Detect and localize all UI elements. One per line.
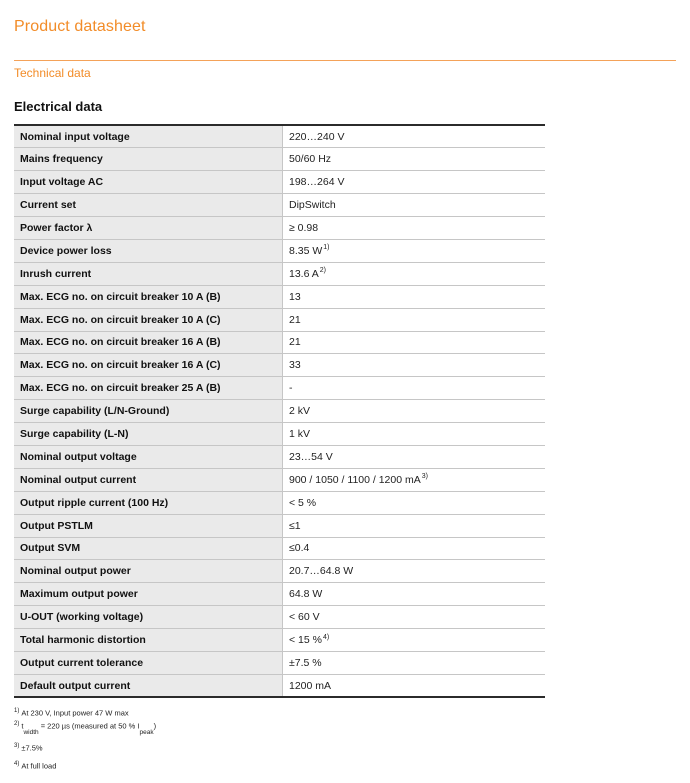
table-row (14, 468, 545, 491)
parameter-value: 50/60 Hz (289, 153, 332, 166)
parameter-label: Output ripple current (100 Hz) (14, 491, 283, 514)
table-row (14, 651, 545, 674)
parameter-value: 8.35 W (289, 244, 323, 257)
parameter-label: Input voltage AC (14, 171, 283, 194)
parameter-label: Inrush current (14, 262, 283, 285)
parameter-value-cell (283, 331, 546, 354)
parameter-label: Max. ECG no. on circuit breaker 16 A (C) (14, 354, 283, 377)
parameter-label: Max. ECG no. on circuit breaker 10 A (C) (14, 308, 283, 331)
parameter-value-cell (283, 514, 546, 537)
footnote-reference: 3) (421, 473, 428, 481)
table-row (14, 560, 545, 583)
parameter-value: 33 (289, 359, 301, 372)
parameter-value: ≥ 0.98 (289, 222, 319, 234)
parameter-value: 23…54 V (289, 450, 333, 463)
parameter-value-cell (283, 262, 546, 285)
table-row (14, 354, 545, 377)
footnote-reference: 2) (319, 267, 327, 275)
parameter-value: ≤0.4 (289, 542, 310, 555)
parameter-value: < 60 V (289, 611, 320, 624)
parameter-value: ±7.5 % (289, 656, 322, 669)
footnote-2-close: ) (153, 721, 157, 730)
parameter-value-cell (283, 468, 546, 491)
parameter-label: Device power loss (14, 239, 283, 262)
subsection-title: Electrical data (14, 99, 103, 114)
section-title: Technical data (14, 66, 91, 80)
parameter-value-cell (283, 125, 546, 148)
footnote-2 (14, 719, 414, 741)
parameter-label: Max. ECG no. on circuit breaker 25 A (B) (14, 377, 283, 400)
parameter-value: 198…264 V (289, 176, 345, 189)
parameter-value: 1 kV (289, 428, 311, 441)
parameter-value: 2 kV (289, 405, 311, 418)
parameter-value-cell (283, 354, 546, 377)
parameter-value-cell (283, 148, 546, 171)
table-row (14, 537, 545, 560)
parameter-value: 21 (289, 313, 301, 326)
parameter-value-cell (283, 674, 546, 697)
parameter-label: Nominal input voltage (14, 125, 283, 148)
parameter-value: 1200 mA (289, 679, 332, 692)
parameter-value-cell (283, 400, 546, 423)
table-row (14, 194, 545, 217)
parameter-label: Max. ECG no. on circuit breaker 16 A (B) (14, 331, 283, 354)
parameter-value-cell (283, 171, 546, 194)
footnote-2-number: 2) (14, 720, 20, 727)
footnote-2-peak-subscript: peak (139, 729, 154, 736)
footnote-4-number: 4) (14, 761, 20, 767)
table-row (14, 148, 545, 171)
parameter-label: Mains frequency (14, 148, 283, 171)
table-row (14, 606, 545, 629)
footnotes (14, 706, 414, 772)
parameter-value-cell (283, 651, 546, 674)
parameter-value: 220…240 V (289, 130, 345, 143)
document-title: Product datasheet (14, 18, 146, 35)
parameter-label: Power factor λ (14, 217, 283, 240)
footnote-4 (14, 759, 414, 772)
parameter-label: Max. ECG no. on circuit breaker 10 A (B) (14, 285, 283, 308)
parameter-value-cell (283, 445, 546, 468)
footnote-3-text: ±7.5% (21, 743, 43, 752)
parameter-value: ≤1 (289, 519, 301, 532)
footnote-1-text: At 230 V, Input power 47 W max (21, 708, 129, 718)
parameter-value-cell (283, 560, 546, 583)
footnote-2-width-subscript: width (23, 729, 39, 736)
parameter-value-cell (283, 239, 546, 262)
table-row (14, 423, 545, 446)
parameter-value: < 5 % (289, 496, 317, 509)
footnote-2-t: t (21, 721, 24, 730)
parameter-value: 13 (289, 290, 301, 303)
parameter-value-cell (283, 377, 546, 400)
parameter-value-cell (283, 217, 546, 240)
table-row (14, 629, 545, 652)
parameter-label: Surge capability (L/N-Ground) (14, 400, 283, 423)
footnote-3-number: 3) (14, 742, 20, 749)
footnote-1-number: 1) (14, 708, 20, 714)
table-row (14, 239, 545, 262)
footnote-2-text: = 220 µs (measured at 50 % I (40, 721, 140, 730)
table-row (14, 171, 545, 194)
table-row (14, 400, 545, 423)
footnote-reference: 1) (323, 244, 330, 252)
parameter-value-cell (283, 629, 546, 652)
parameter-value-cell (283, 583, 546, 606)
parameter-label: Output SVM (14, 537, 283, 560)
parameter-value-cell (283, 537, 546, 560)
parameter-value-cell (283, 194, 546, 217)
parameter-label: Output PSTLM (14, 514, 283, 537)
parameter-value-cell (283, 606, 546, 629)
parameter-value: < 15 % (289, 634, 322, 647)
parameter-label: Current set (14, 194, 283, 217)
table-row (14, 674, 545, 697)
parameter-value: 13.6 A (289, 267, 319, 280)
table-row (14, 217, 545, 240)
table-row (14, 331, 545, 354)
electrical-data-table (14, 124, 545, 698)
parameter-value: 900 / 1050 / 1100 / 1200 mA (289, 473, 421, 486)
parameter-label: Output current tolerance (14, 651, 283, 674)
parameter-value: DipSwitch (289, 199, 336, 212)
title-divider (14, 60, 676, 61)
parameter-label: Maximum output power (14, 583, 283, 606)
footnote-reference: 4) (322, 633, 330, 641)
parameter-value-cell (283, 491, 546, 514)
footnote-3 (14, 741, 414, 754)
parameter-value: 20.7…64.8 W (289, 565, 354, 578)
table-row (14, 285, 545, 308)
footnote-1 (14, 706, 414, 719)
parameter-value-cell (283, 423, 546, 446)
table-row (14, 377, 545, 400)
footnote-4-text: At full load (21, 761, 57, 771)
parameter-label: Nominal output voltage (14, 445, 283, 468)
parameter-value: 21 (289, 336, 301, 349)
table-row (14, 514, 545, 537)
parameter-value-cell (283, 308, 546, 331)
table-row (14, 491, 545, 514)
parameter-label: U-OUT (working voltage) (14, 606, 283, 629)
parameter-label: Nominal output current (14, 468, 283, 491)
parameter-value: 64.8 W (289, 588, 323, 601)
parameter-label: Total harmonic distortion (14, 629, 283, 652)
table-row (14, 308, 545, 331)
table-row (14, 262, 545, 285)
parameter-value-cell (283, 285, 546, 308)
table-row (14, 583, 545, 606)
parameter-label: Default output current (14, 674, 283, 697)
table-row (14, 445, 545, 468)
parameter-label: Surge capability (L-N) (14, 423, 283, 446)
parameter-value: - (289, 382, 293, 395)
parameter-label: Nominal output power (14, 560, 283, 583)
table-row (14, 125, 545, 148)
